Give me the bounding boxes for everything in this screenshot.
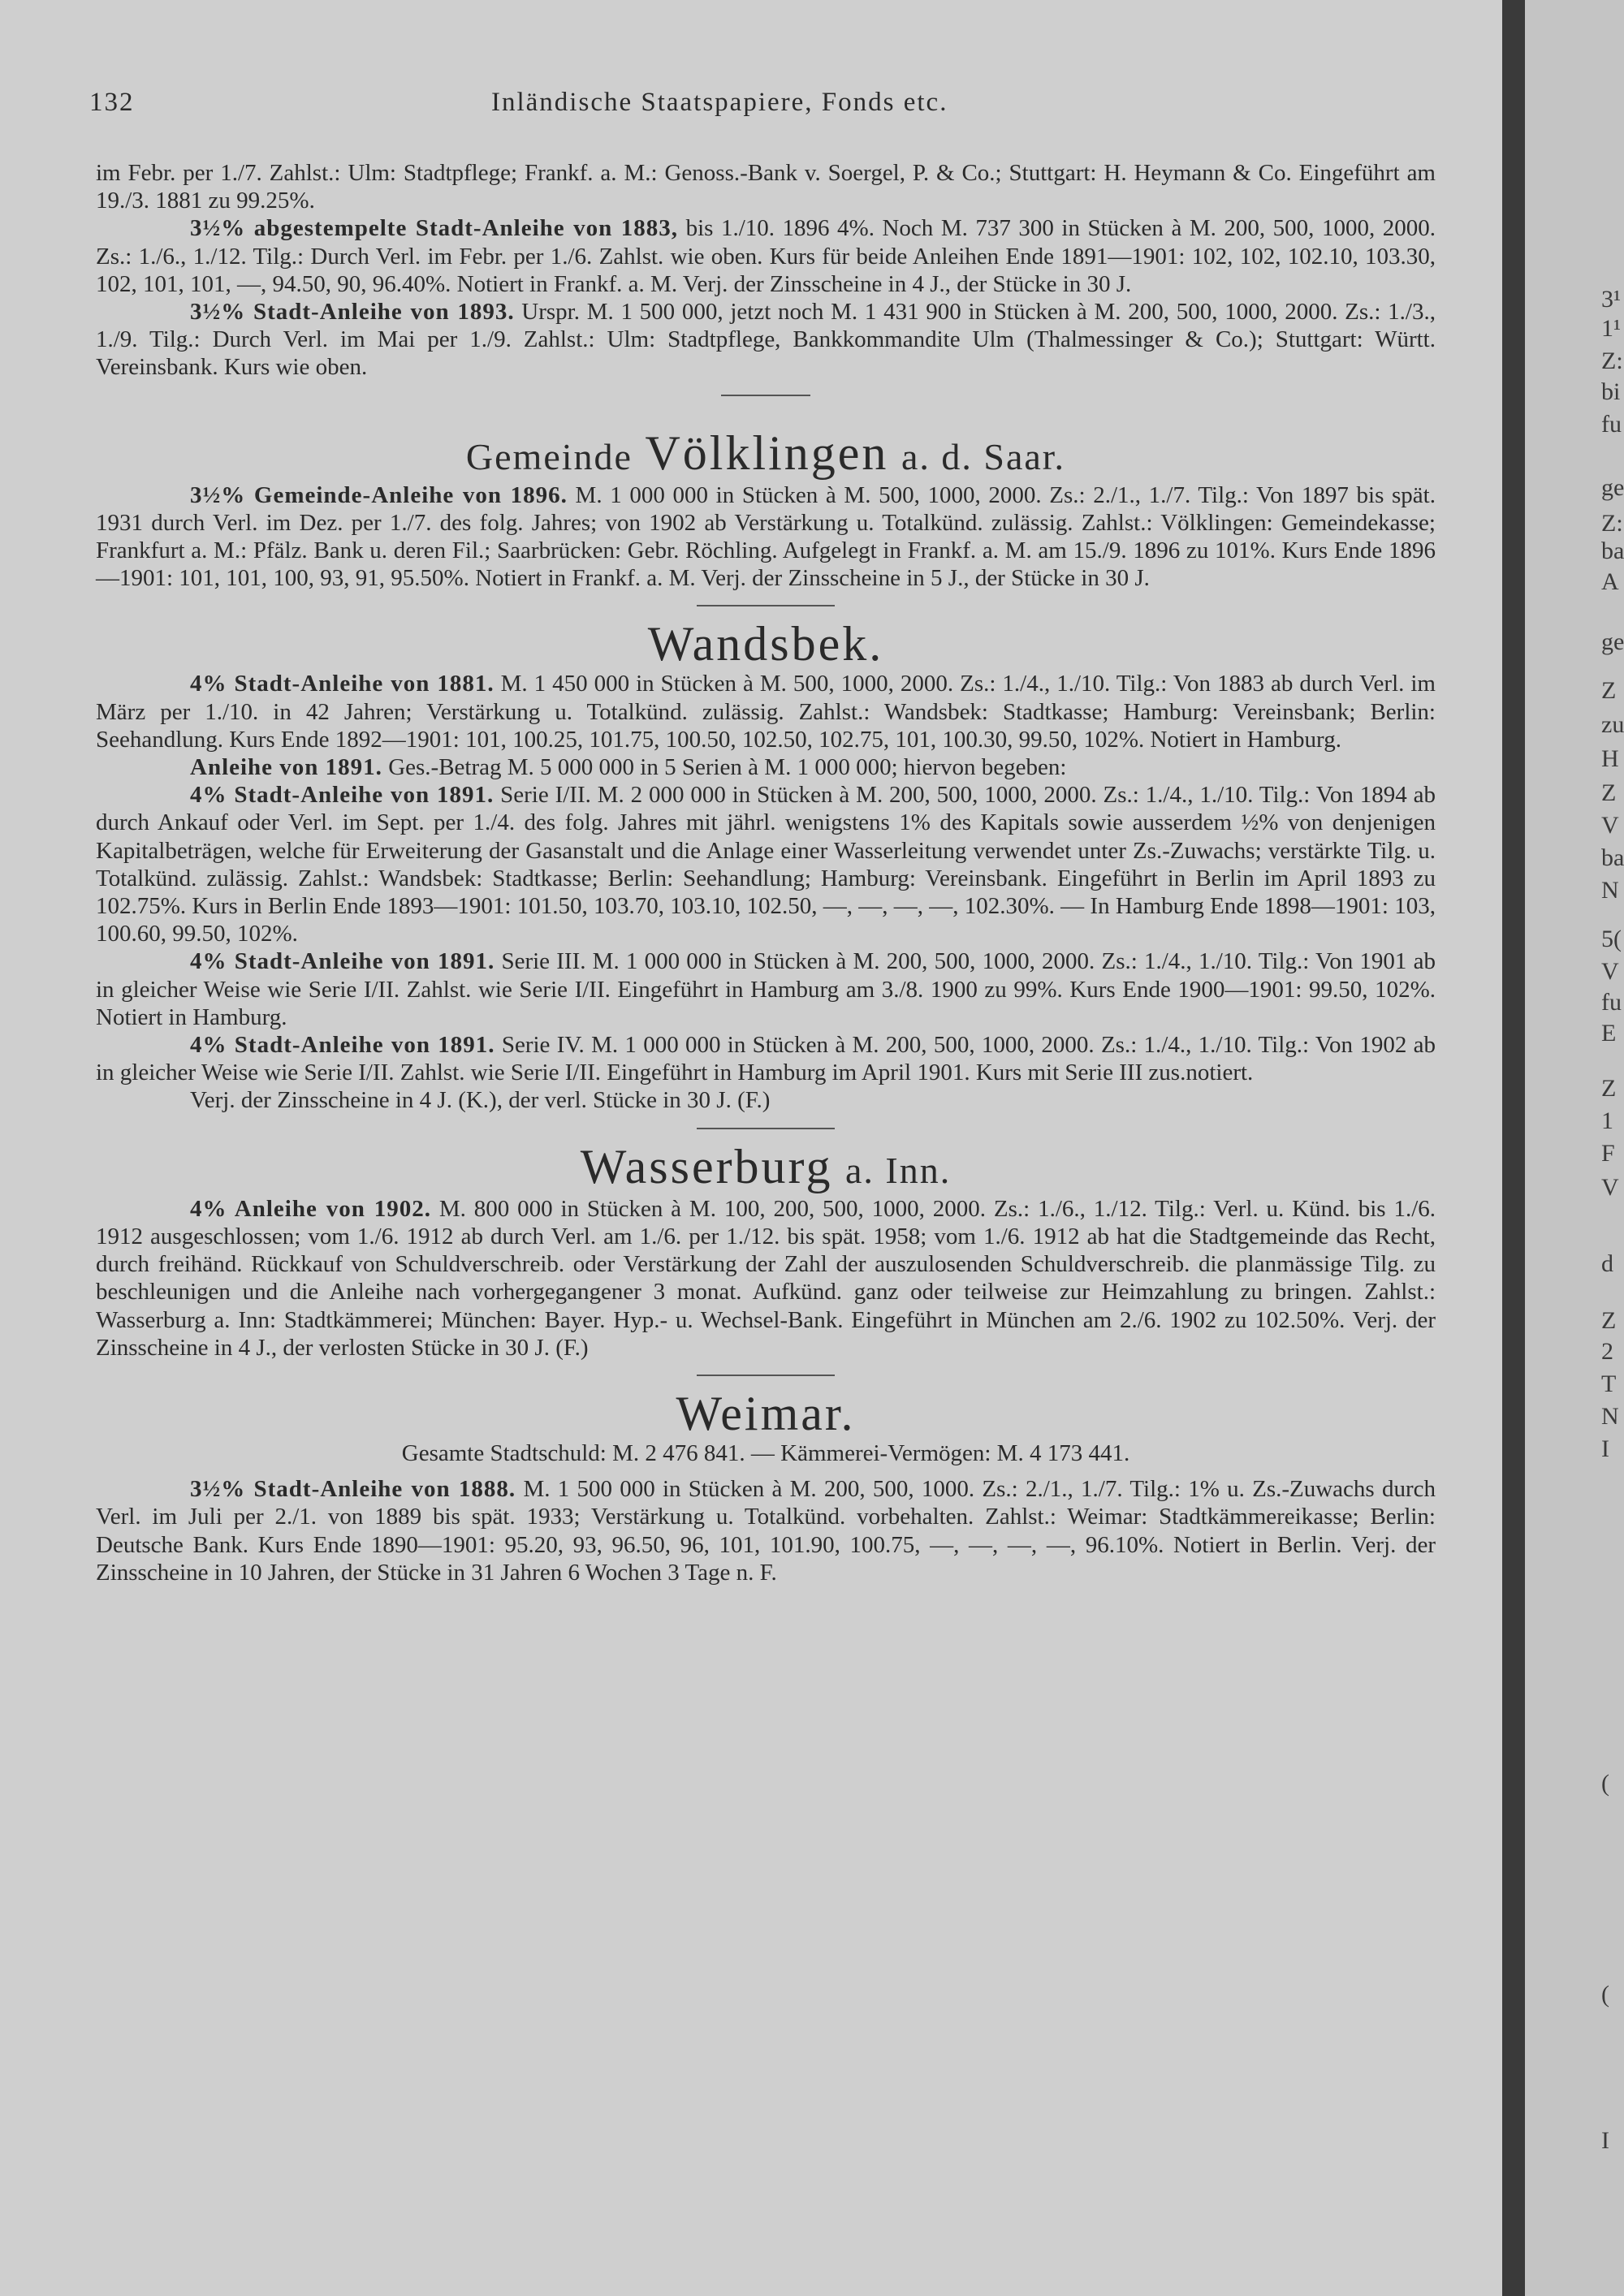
- wasserburg-paragraph-1: [96, 1195, 1436, 1362]
- adjacent-page-fragment: E: [1601, 1020, 1617, 1047]
- intro-paragraph-3: [96, 298, 1436, 382]
- adjacent-page-fragment: Z: [1601, 1075, 1617, 1102]
- section-heading-wandsbek: Wandsbek.: [647, 617, 884, 671]
- loan-details: Ges.-Betrag M. 5 000 000 in 5 Serien à M. 1 000 000; hiervon begeben:: [382, 754, 1067, 781]
- adjacent-page-fragment: (: [1601, 1770, 1609, 1797]
- loan-title: 3½% abgestempelte Stadt-Anleihe von 1883,: [190, 215, 679, 242]
- adjacent-page-fragment: I: [1601, 2127, 1609, 2154]
- weimar-summary: Gesamte Stadtschuld: M. 2 476 841. — Kämmerei-Vermögen: M. 4 173 441.: [401, 1439, 1130, 1466]
- adjacent-page-fragment: (: [1601, 1981, 1609, 2008]
- adjacent-page-fragment: T: [1601, 1370, 1617, 1397]
- adjacent-page-fragment: V: [1601, 812, 1619, 839]
- adjacent-page-fragment: V: [1601, 958, 1619, 985]
- wandsbek-paragraph-2: [96, 753, 1436, 781]
- loan-details: Urspr. M. 1 500 000, jetzt noch M. 1 431 900 in Stücken à M. 200, 500, 1000, 2000. Zs.: 1./3., 1./9. Tilg.: Durch Verl. im Mai per 1./9. Zahlst.: Ulm: Stadtpflege, Bankkommandite Ulm (Thalmessinger & Co.); Stuttgart: Württ. Vereinsbank. Kurs wie oben.: [96, 299, 1436, 381]
- loan-title: 3½% Stadt-Anleihe von 1893.: [190, 299, 515, 326]
- adjacent-page-fragment: H: [1601, 745, 1619, 772]
- heading-prefix: Gemeinde: [465, 435, 633, 477]
- book-gutter: [1502, 0, 1525, 2296]
- intro-paragraph-1: im Febr. per 1./7. Zahlst.: Ulm: Stadtpflege; Frankf. a. M.: Genoss.-Bank v. Soergel, P. & Co.; Stuttgart: H. Heymann & Co. Eingeführt am 19./3. 1881 zu 99.25%.: [96, 160, 1436, 214]
- loan-details: bis 1./10. 1896 4%. Noch M. 737 300 in Stücken à M. 200, 500, 1000, 2000. Zs.: 1./6., 1./12. Tilg.: Durch Verl. im Febr. per 1./6. Zahlst. wie oben. Kurs für beide Anleihen Ende 1891—1901: 102, 102, 102.10, 103.30, 102, 101, 101, —, 94.50, 90, 96.40%. Notiert in Frankf. a. M. Verj. der Zinsscheine in 4 J., der Stücke in 30 J.: [96, 215, 1436, 297]
- wandsbek-paragraph-6: Verj. der Zinsscheine in 4 J. (K.), der verl. Stücke in 30 J. (F.): [190, 1087, 771, 1114]
- voelklingen-paragraph-1: [96, 481, 1436, 593]
- adjacent-page-fragment: fu: [1601, 411, 1622, 438]
- adjacent-page-fragment: N: [1601, 877, 1619, 904]
- adjacent-page-fragment: ge: [1601, 474, 1624, 501]
- page-header: [89, 88, 1437, 120]
- loan-title: 4% Stadt-Anleihe von 1891.: [190, 782, 495, 809]
- page-content: [96, 159, 1436, 1586]
- loan-details: M. 800 000 in Stücken à M. 100, 200, 500, 1000, 2000. Zs.: 1./6., 1./12. Tilg.: Verl. u. Künd. bis 1./6. 1912 ausgeschlossen; vom 1./6. 1912 ab durch Verl. am 1./6. per 1./12. bis spät. 1958; vom 1./6. 1912 ab hat die Stadtgemeinde das Recht, durch freihänd. Rückkauf von Schuldverschreib. oder Verstärkung der Zahl der auszulosenden Schuldverschreib. die planmässige Tilg. zu beschleunigen und die Anleihe nach vorhergegangener 3 monat. Aufkünd. ganz oder teilweise zur Heimzahlung zu bringen. Zahlst.: Wasserburg a. Inn: Stadtkämmerei; München: Bayer. Hyp.- u. Wechsel-Bank. Eingeführt in München am 2./6. 1902 zu 102.50%. Verj. der Zinsscheine in 4 J., der verlosten Stücke in 30 J. (F.): [96, 1195, 1436, 1361]
- section-divider: [721, 395, 810, 396]
- running-title: Inländische Staatspapiere, Fonds etc.: [491, 88, 948, 117]
- loan-details: M. 1 450 000 in Stücken à M. 500, 1000, 2000. Zs.: 1./4., 1./10. Tilg.: Von 1883 ab durch Verl. im März per 1./10. in 42 Jahren; Verstärkung u. Totalkünd. zulässig. Zahlst.: Wandsbek: Stadtkasse; Hamburg: Vereinsbank; Berlin: Seehandlung. Kurs Ende 1892—1901: 101, 100.25, 101.75, 100.50, 102.50, 102.75, 101, 100.30, 99.50, 102%. Notiert in Hamburg.: [96, 671, 1436, 753]
- adjacent-page-fragment: Z: [1601, 1307, 1617, 1334]
- section-divider: [697, 1375, 835, 1376]
- heading-suffix: a. Inn.: [844, 1149, 952, 1191]
- wandsbek-paragraph-1: [96, 670, 1436, 753]
- loan-title: 4% Anleihe von 1902.: [190, 1195, 431, 1222]
- adjacent-page-fragment: ge: [1601, 628, 1624, 655]
- adjacent-page-fragment: Z: [1601, 779, 1617, 806]
- page-number: 132: [89, 88, 135, 117]
- section-heading-voelklingen: [96, 425, 1436, 481]
- adjacent-page-fragment: Z:: [1601, 510, 1623, 537]
- adjacent-page-fragment: zu: [1601, 711, 1624, 738]
- adjacent-page-fragment: 1: [1601, 1107, 1613, 1134]
- heading-name: Wasserburg: [580, 1139, 833, 1193]
- loan-title: 3½% Gemeinde-Anleihe von 1896.: [190, 481, 568, 508]
- loan-details: Serie IV. M. 1 000 000 in Stücken à M. 200, 500, 1000, 2000. Zs.: 1./4., 1./10. Tilg.: Von 1902 ab in gleicher Weise wie Serie I/II. Zahlst. wie Serie I/II. Eingeführt in Hamburg im April 1901. Kurs mit Serie III zus.notiert.: [96, 1032, 1436, 1086]
- loan-details: Serie I/II. M. 2 000 000 in Stücken à M. 200, 500, 1000, 2000. Zs.: 1./4., 1./10. Tilg.: Von 1894 ab durch Ankauf oder Verl. im Sept. per 1./4. des folg. Jahres mit jährl. wenigstens 1% des Kapitals sowie ausserdem ½% von denjenigen Kapitalbeträgen, welche für Erweiterung der Gasanstalt und die Anlage einer Wasserleitung verwendet unter Zs.-Zuwachs; verstärkte Tilg. u. Totalkünd. zulässig. Zahlst.: Wandsbek: Stadtkasse; Berlin: Seehandlung; Hamburg: Vereinsbank. Eingeführt in Berlin im April 1893 zu 102.75%. Kurs in Berlin Ende 1893—1901: 101.50, 103.70, 103.10, 102.50, —, —, —, —, 102.30%. — In Hamburg Ende 1898—1901: 103, 100.60, 99.50, 102%.: [96, 782, 1436, 947]
- adjacent-page-edge: [1525, 0, 1624, 2296]
- wandsbek-paragraph-4: [96, 947, 1436, 1031]
- adjacent-page-fragment: bi: [1601, 378, 1621, 405]
- adjacent-page-fragment: 2: [1601, 1338, 1613, 1365]
- adjacent-page-fragment: Z: [1601, 677, 1617, 704]
- loan-details: Serie III. M. 1 000 000 in Stücken à M. 200, 500, 1000, 2000. Zs.: 1./4., 1./10. Tilg.: Von 1901 ab in gleicher Weise wie Serie I/II. Zahlst. wie Serie I/II. Eingeführt in Hamburg am 3./8. 1900 zu 99%. Kurs Ende 1900—1901: 99.50, 102%. Notiert in Hamburg.: [96, 948, 1436, 1030]
- section-divider: [697, 1128, 835, 1129]
- loan-details: M. 1 000 000 in Stücken à M. 500, 1000, 2000. Zs.: 2./1., 1./7. Tilg.: Von 1897 bis spät. 1931 durch Verl. im Dez. per 1./7. des folg. Jahres; von 1902 ab Verstärkung u. Totalkünd. zulässig. Zahlst.: Völklingen: Gemeindekasse; Frankfurt a. M.: Pfälz. Bank u. deren Fil.; Saarbrücken: Gebr. Röchling. Aufgelegt in Frankf. a. M. am 15./9. 1896 zu 101%. Kurs Ende 1896—1901: 101, 101, 100, 93, 91, 95.50%. Notiert in Frankf. a. M. Verj. der Zinsscheine in 5 J., der Stücke in 30 J.: [96, 481, 1436, 592]
- section-heading-wasserburg: [96, 1139, 1436, 1195]
- wandsbek-paragraph-5: [96, 1031, 1436, 1086]
- wandsbek-paragraph-3: [96, 781, 1436, 947]
- adjacent-page-fragment: 5(: [1601, 926, 1622, 952]
- loan-title: Anleihe von 1891.: [190, 754, 382, 781]
- adjacent-page-fragment: N: [1601, 1403, 1619, 1430]
- adjacent-page-fragment: d: [1601, 1250, 1613, 1277]
- adjacent-page-fragment: 1¹: [1601, 315, 1621, 342]
- adjacent-page-fragment: F: [1601, 1140, 1615, 1167]
- adjacent-page-fragment: fu: [1601, 989, 1622, 1016]
- adjacent-page-fragment: ba: [1601, 537, 1624, 564]
- adjacent-page-fragment: Z:: [1601, 347, 1623, 374]
- adjacent-page-fragment: ba: [1601, 844, 1624, 871]
- heading-suffix: a. d. Saar.: [901, 435, 1066, 477]
- adjacent-page-fragment: A: [1601, 568, 1619, 595]
- intro-paragraph-2: [96, 214, 1436, 298]
- weimar-paragraph-1: [96, 1475, 1436, 1586]
- loan-details: M. 1 500 000 in Stücken à M. 200, 500, 1000. Zs.: 2./1., 1./7. Tilg.: 1% u. Zs.-Zuwachs durch Verl. im Juli per 2./1. von 1889 bis spät. 1933; Verstärkung u. Totalkünd. vorbehalten. Zahlst.: Weimar: Stadtkämmereikasse; Berlin: Deutsche Bank. Kurs Ende 1890—1901: 95.20, 93, 96.50, 96, 101, 101.90, 100.75, —, —, —, —, 96.10%. Notiert in Berlin. Verj. der Zinsscheine in 10 Jahren, der Stücke in 31 Jahren 6 Wochen 3 Tage n. F.: [96, 1476, 1436, 1586]
- loan-title: 4% Stadt-Anleihe von 1881.: [190, 671, 495, 697]
- loan-title: 4% Stadt-Anleihe von 1891.: [190, 948, 495, 975]
- adjacent-page-fragment: I: [1601, 1435, 1609, 1462]
- loan-title: 4% Stadt-Anleihe von 1891.: [190, 1032, 495, 1059]
- section-divider: [697, 605, 835, 606]
- loan-title: 3½% Stadt-Anleihe von 1888.: [190, 1476, 516, 1503]
- heading-name: Völklingen: [645, 425, 889, 480]
- section-heading-weimar: Weimar.: [676, 1386, 856, 1440]
- adjacent-page-fragment: V: [1601, 1174, 1619, 1201]
- adjacent-page-fragment: 3¹: [1601, 286, 1621, 313]
